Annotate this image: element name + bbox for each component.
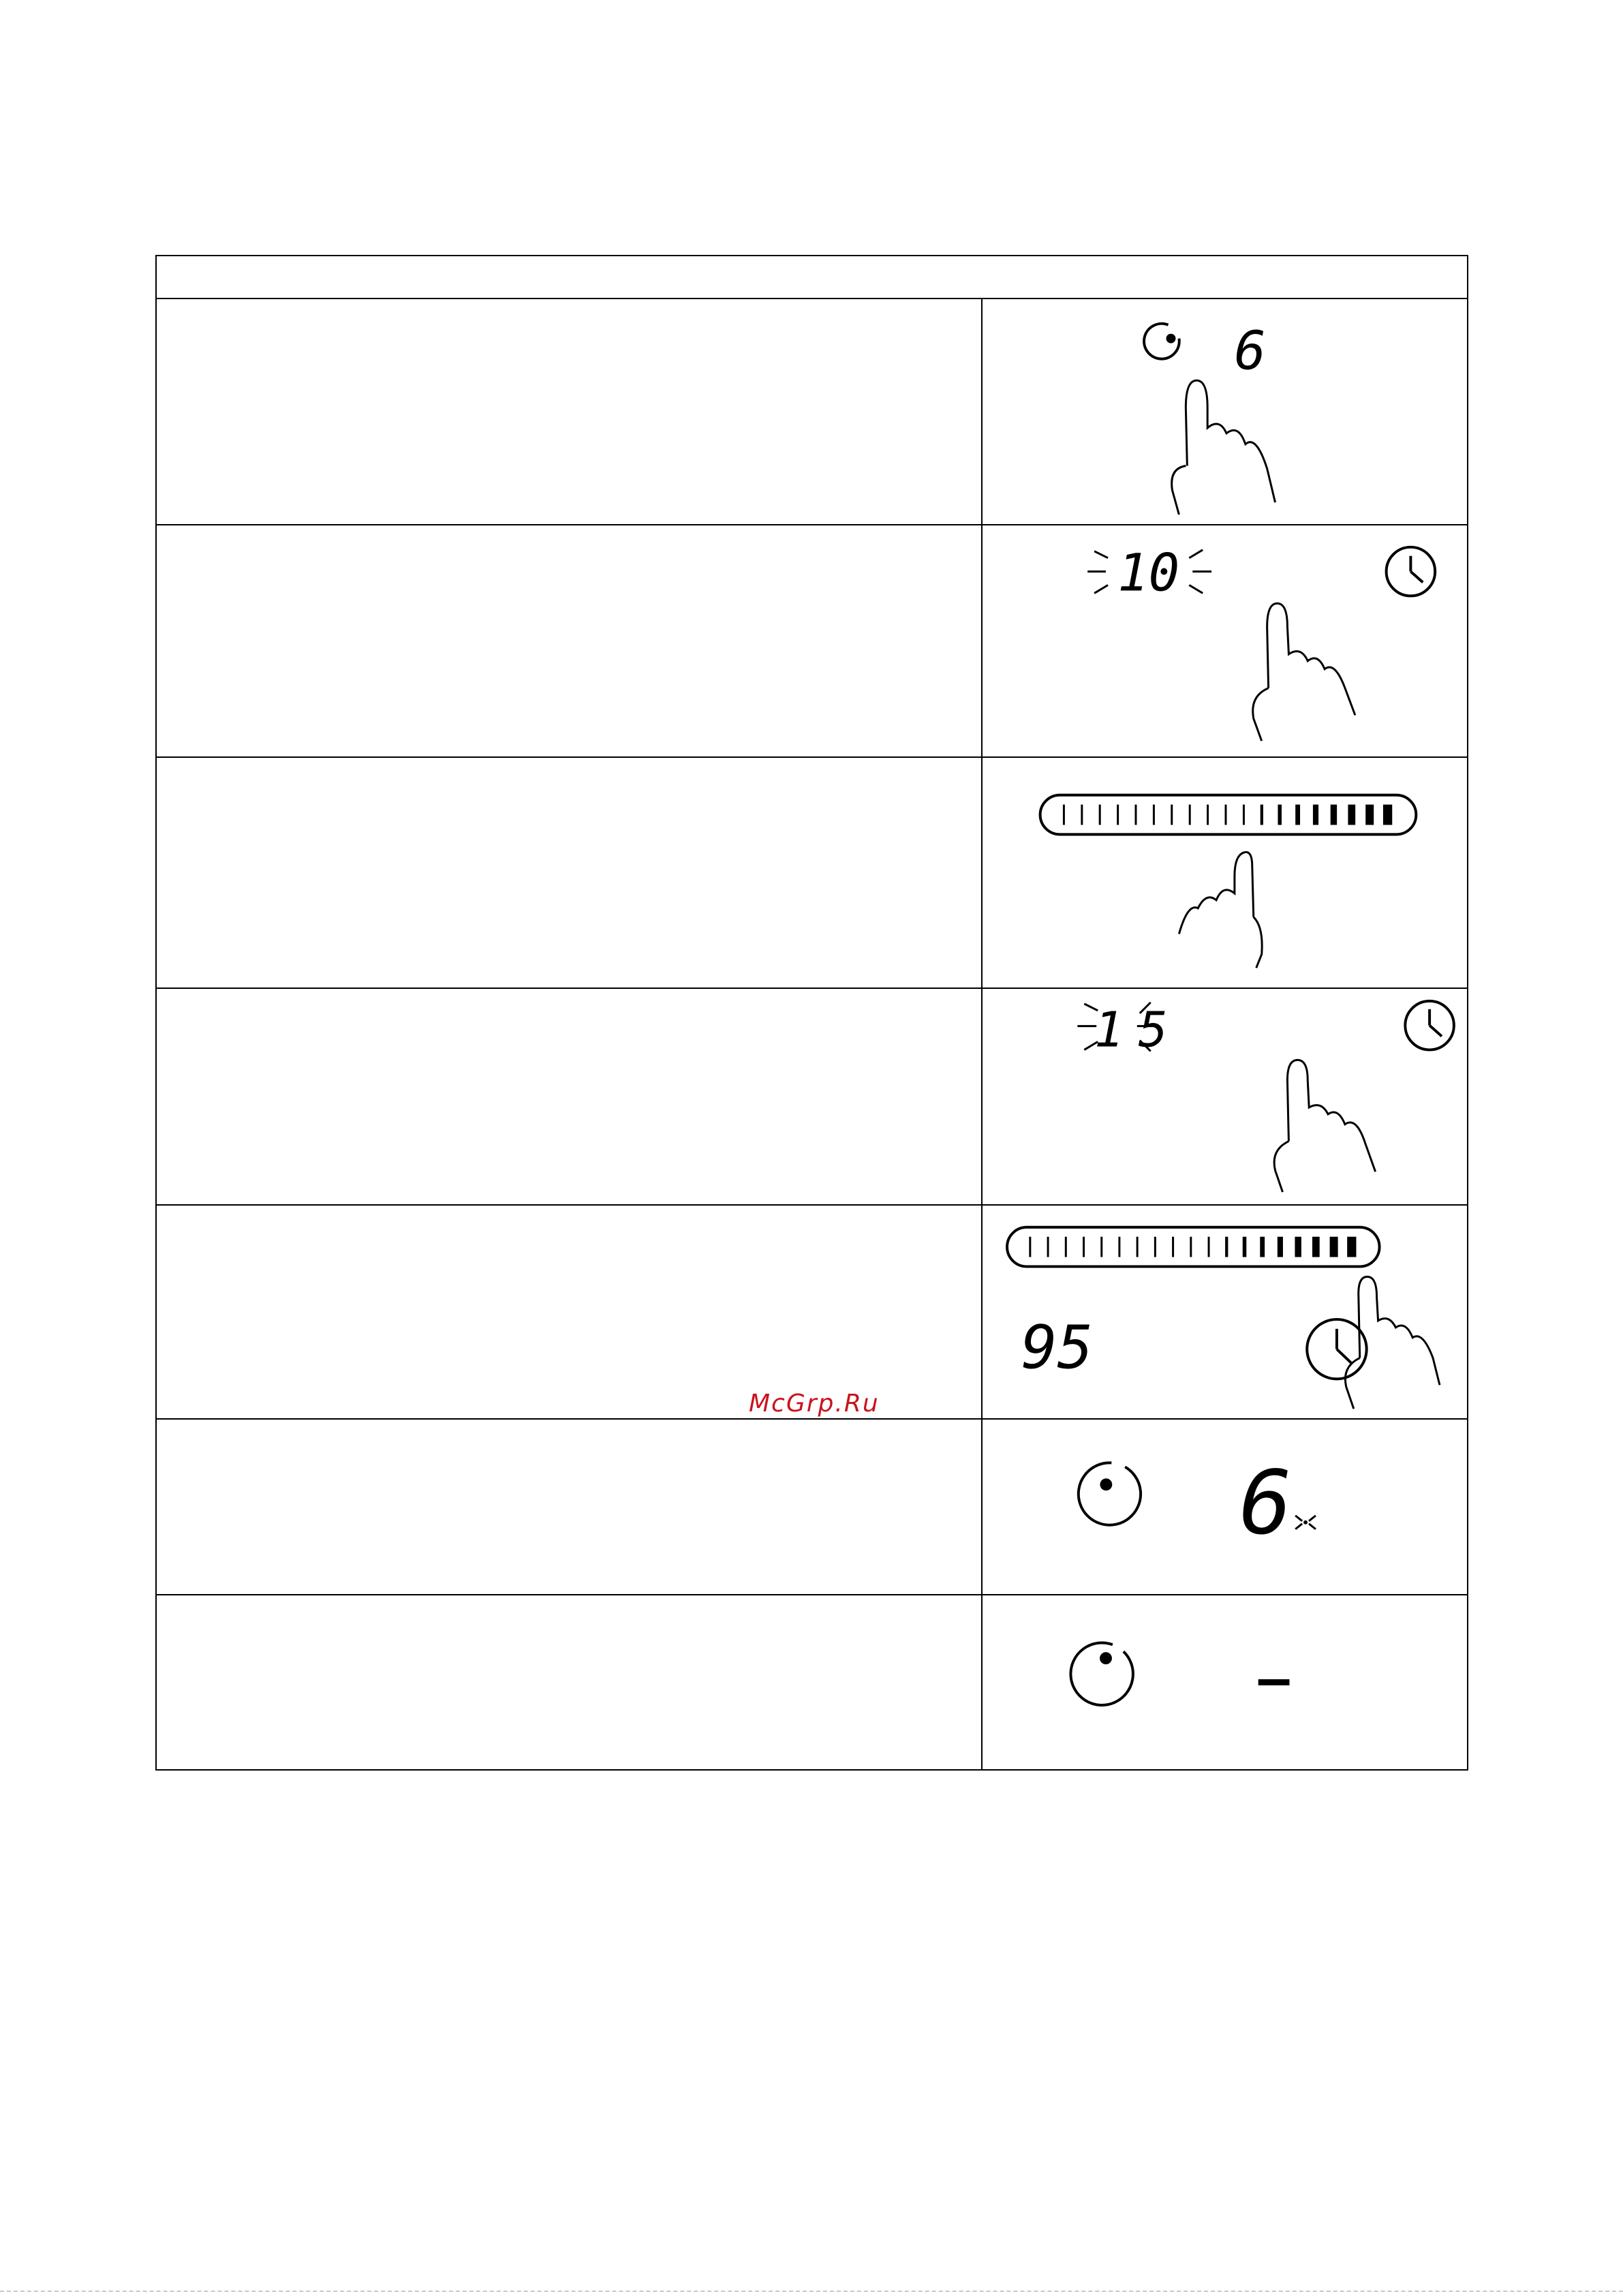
slider-tick	[1171, 805, 1173, 825]
finger-press-icon	[1172, 380, 1276, 515]
finger-press-icon	[1345, 1276, 1440, 1409]
step-6-display: 6	[1239, 1452, 1293, 1555]
step-5-display: 95	[1021, 1313, 1094, 1383]
slider-tick	[1117, 805, 1119, 825]
step-5-svg	[983, 1206, 1467, 1418]
step-1-display: 6	[1234, 320, 1267, 382]
slider-ticks	[1063, 805, 1392, 825]
slider-tick	[1118, 1237, 1120, 1257]
step-row-4	[157, 989, 1467, 1206]
slider-tick	[1225, 1237, 1228, 1257]
slider-tick	[1154, 1237, 1156, 1257]
step-text-7	[157, 1595, 983, 1769]
step-row-6	[157, 1390, 1467, 1595]
slider-tick	[1134, 805, 1137, 825]
slider-tick	[1295, 1237, 1301, 1257]
step-3-svg	[983, 758, 1467, 988]
step-row-1	[157, 299, 1467, 525]
step-4-display: 15	[1094, 1001, 1183, 1058]
watermark: McGrp.Ru	[749, 1390, 880, 1418]
step-7-svg	[983, 1595, 1467, 1769]
step-2-display: 10	[1117, 542, 1180, 603]
step-illustration-6	[983, 1420, 1467, 1594]
slider-tick	[1029, 1237, 1031, 1257]
slider-bar-icon	[1040, 795, 1417, 835]
heat-spark-icon	[1295, 1516, 1316, 1529]
slider-tick	[1172, 1237, 1174, 1257]
finger-press-icon	[1274, 1060, 1376, 1192]
slider-tick	[1261, 805, 1263, 825]
slider-tick	[1383, 805, 1392, 825]
slider-tick	[1083, 1237, 1085, 1257]
slider-tick	[1099, 805, 1101, 825]
slider-tick	[1100, 1237, 1102, 1257]
slider-tick	[1065, 1237, 1067, 1257]
slider-tick	[1047, 1237, 1049, 1257]
step-2-svg	[983, 525, 1467, 756]
slider-tick	[1348, 805, 1355, 825]
display-off-dash	[1258, 1679, 1290, 1685]
slider-tick	[1278, 805, 1282, 825]
step-text-6	[157, 1390, 983, 1594]
step-text-1	[157, 299, 983, 524]
table-header	[157, 256, 1467, 299]
power-dot-icon	[1079, 1463, 1141, 1525]
step-6-svg	[983, 1420, 1467, 1594]
slider-tick	[1295, 805, 1300, 825]
slider-tick	[1312, 1237, 1320, 1257]
slider-tick	[1365, 805, 1374, 825]
slider-tick	[1347, 1237, 1356, 1257]
slider-tick	[1081, 805, 1083, 825]
step-illustration-1	[983, 299, 1467, 524]
slider-tick	[1278, 1237, 1283, 1257]
slider-tick	[1137, 1237, 1139, 1257]
step-illustration-5	[983, 1206, 1467, 1418]
clock-icon-5	[1307, 1319, 1366, 1379]
step-row-3	[157, 758, 1467, 989]
finger-press-icon	[1179, 852, 1262, 968]
slider-tick	[1243, 1237, 1247, 1257]
slider-tick	[1207, 805, 1209, 825]
slider-tick	[1153, 805, 1155, 825]
step-text-2	[157, 525, 983, 756]
power-dot-icon	[1070, 1643, 1132, 1705]
page-bottom-rule	[0, 2291, 1623, 2292]
slider-tick	[1190, 1237, 1192, 1257]
slider-tick	[1225, 805, 1227, 825]
slider-bar-icon	[1007, 1227, 1379, 1267]
slider-tick	[1063, 805, 1065, 825]
step-text-4	[157, 989, 983, 1204]
slider-tick	[1189, 805, 1191, 825]
step-4-svg	[983, 989, 1467, 1204]
slider-tick	[1208, 1237, 1210, 1257]
slider-tick	[1243, 805, 1245, 825]
slider-tick	[1330, 1237, 1338, 1257]
slider-ticks	[1029, 1237, 1356, 1257]
slider-tick	[1313, 805, 1318, 825]
finger-press-icon	[1253, 603, 1355, 741]
step-row-7	[157, 1595, 1467, 1769]
step-text-5	[157, 1206, 983, 1418]
step-row-2	[157, 525, 1467, 758]
step-illustration-4	[983, 989, 1467, 1204]
clock-icon	[1405, 1001, 1454, 1050]
slider-tick	[1260, 1237, 1265, 1257]
step-row-5	[157, 1206, 1467, 1420]
step-illustration-7	[983, 1595, 1467, 1769]
step-illustration-3	[983, 758, 1467, 988]
slider-tick	[1331, 805, 1337, 825]
power-dot-icon	[1144, 324, 1179, 359]
clock-icon	[1387, 547, 1436, 596]
instruction-table	[155, 255, 1468, 1771]
step-text-3	[157, 758, 983, 988]
step-illustration-2	[983, 525, 1467, 756]
step-1-svg	[983, 299, 1467, 524]
